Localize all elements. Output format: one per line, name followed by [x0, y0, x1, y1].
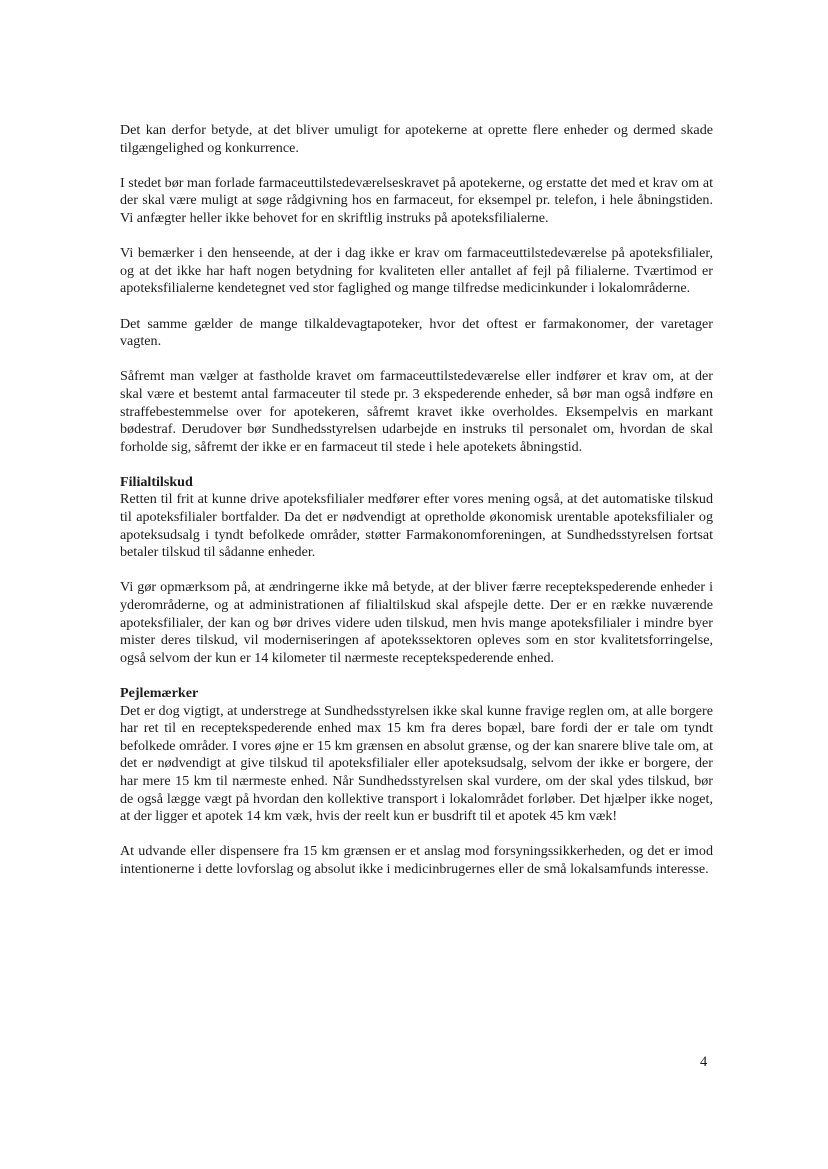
section-filialtilskud: [120, 474, 713, 668]
document-body: [120, 122, 713, 896]
paragraph: Retten til frit at kunne drive apoteksfilialer medfører efter vores mening også, at det automatiske tilskud til apoteksfilialer bortfalder. Da det er nødvendigt at opretholde økonomisk urentable apoteksfilialer og apoteksudsalg i tyndt befolkede områder, støtter Farmakonomforeningen, at Sundhedsstyrelsen fortsat betaler tilskud til sådanne enheder.: [120, 491, 713, 561]
paragraph: Det samme gælder de mange tilkaldevagtapoteker, hvor det oftest er farmakonomer, der varetager vagten.: [120, 315, 713, 350]
paragraph: I stedet bør man forlade farmaceuttilstedeværelseskravet på apotekerne, og erstatte det med et krav om at der skal være muligt at søge rådgivning hos en farmaceut, for eksempel pr. telefon, i hele åbningstiden. Vi anfægter heller ikke behovet for en skriftlig instruks på apoteksfilialerne.: [120, 174, 713, 226]
paragraph: At udvande eller dispensere fra 15 km grænsen er et anslag mod forsyningssikkerheden, og det er imod intentionerne i dette lovforslag og absolut ikke i medicinbrugernes eller de små lokalsamfunds interesse.: [120, 843, 713, 877]
section-pejlemaerker: [120, 685, 713, 879]
page-number: 4: [700, 1054, 708, 1070]
paragraph: Det er dog vigtigt, at understrege at Sundhedsstyrelsen ikke skal kunne fravige reglen om, at alle borgere har ret til en receptekspederende enhed max 15 km fra deres bopæl, bare fordi der er tale om tyndt befolkede områder. I vores øjne er 15 km grænsen en absolut grænse, og der kan snarere blive tale om, at det er nødvendigt at give tilskud til apoteksfilialer eller apoteksudsalg, selvom der ikke er borgere, der har mere 15 km til nærmeste enhed. Når Sundhedsstyrelsen skal vurdere, om der skal ydes tilskud, bør de også lægge vægt på hvordan den kollektive transport i lokalområdet forløber. Det hjælper ikke noget, at der ligger et apotek 14 km væk, hvis der reelt kun er busdrift til et apotek 45 km væk!: [120, 702, 713, 825]
paragraph: Det kan derfor betyde, at det bliver umuligt for apotekerne at oprette flere enheder og dermed skade tilgængelighed og konkurrence.: [120, 122, 713, 156]
paragraph: Såfremt man vælger at fastholde kravet om farmaceuttilstedeværelse eller indfører et krav om, at der skal være et bestemt antal farmaceuter til stede pr. 3 ekspederende enheder, så bør man også indføre en straffebestemmelse over for apotekeren, såfremt kravet ikke overholdes. Eksempelvis en markant bødestraf. Derudover bør Sundhedsstyrelsen udarbejde en instruks til personalet om, hvordan de skal forholde sig, såfremt der ikke er en farmaceut til stede i hele apotekets åbningstid.: [120, 368, 713, 455]
paragraph: Vi gør opmærksom på, at ændringerne ikke må betyde, at der bliver færre receptekspederende enheder i yderområderne, og at administrationen af filialtilskud skal afspejle dette. Der er en række nuværende apoteksfilialer, der kan og bør drives videre uden tilskud, men hvis mange apoteksfilialer i mindre byer mister deres tilskud, vil moderniseringen af apotekssektoren opleves som en stor kvalitetsforringelse, også selvom der kun er 14 kilometer til nærmeste receptekspederende enhed.: [120, 579, 713, 666]
section-heading: Pejlemærker: [120, 685, 199, 701]
section-heading: Filialtilskud: [120, 473, 193, 490]
paragraph: Vi bemærker i den henseende, at der i dag ikke er krav om farmaceuttilstedeværelse på apoteksfilialer, og at det ikke har haft nogen betydning for kvaliteten eller antallet af fejl på filialerne. Tværtimod er apoteksfilialerne kendetegnet ved stor faglighed og mange tilfredse medicinkunder i lokalområderne.: [120, 245, 713, 297]
